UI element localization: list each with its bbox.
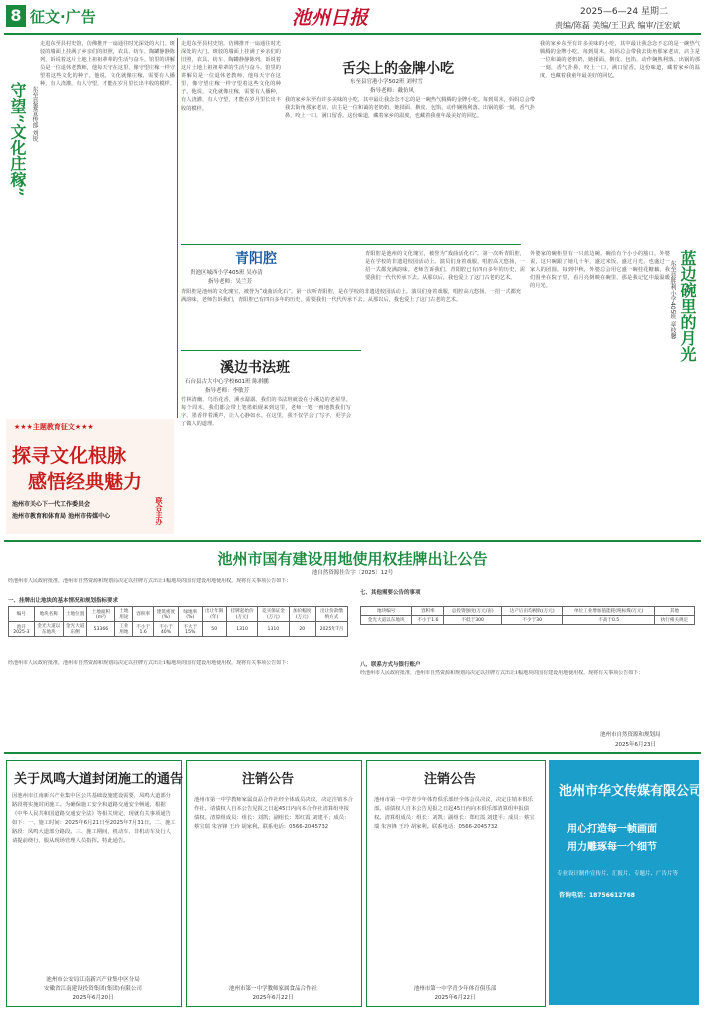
company-slogan-1: 用心打造每一帧画面 [567, 824, 657, 835]
land-table-header-cell: 土地面积(m²) [87, 607, 115, 622]
planning-table-cell: 执行相关规定 [654, 616, 694, 625]
announcement-number: 池自然资源挂告字〔2025〕12号 [311, 570, 394, 576]
land-table-header-cell: 建筑密度(%) [153, 607, 178, 622]
staff-credits: 责编/陈磊 美编/王卫武 编审/汪宏斌 [555, 21, 681, 30]
land-table-cell: 工业用地 [115, 622, 133, 637]
land-table-header-cell: 土地用途 [115, 607, 133, 622]
notice-cancel-2-issuer: 池州市第一中学青少年体育俱乐部 [413, 986, 497, 992]
ad-organizer-2: 池州市教育和体育局 池州市传媒中心 [12, 513, 111, 520]
land-table-cell: 20 [289, 622, 315, 637]
page-header [0, 0, 705, 34]
land-table-header-cell: 竞买保证金(万元) [258, 607, 289, 622]
notice-cancel-2-body: 池州市第一中学青少年体育俱乐部经全体会员决议，决定注销本俱乐部。请债权人自本公告见报之日起45日内向本俱乐部清算组申报债权。清算组成员：组长：刘凯；副组长：郑红霞 刘建平；成员：蔡宝瑞 朱容锋 王玲 胡家利。联系电话：0566-2045732 [374, 797, 535, 830]
article-title-shetou: 舌尖上的金牌小吃 [342, 61, 454, 77]
announcement-section-7: 七、其他需要公告的事项 [360, 590, 421, 596]
newspaper-logo: 池州日报 [292, 7, 369, 29]
land-table-header-cell: 绿地率(%) [178, 607, 202, 622]
notice-cancel-1-body: 池州市第一中学教师家属食品合作社经全体成员决议，决定注销本合作社。请债权人自本公告见报之日起45日内向本合作社清算组申报债权。清算组成员：组长：刘凯；副组长：郑红霞 刘建平；成员：蔡宝瑞 朱容锋 王玲 胡家利。联系电话：0566-2045732 [194, 797, 353, 830]
company-name: 池州市华文传媒有限公司 [559, 784, 703, 799]
article-body-shouwang: 走进东至县村史馆，仿佛推开一扇通往时光深处的大门。斑驳的墙面上挂满了乡亲们的旧照，农具、纺车、陶罐静静陈列，诉说着这片土地上祖祖辈辈的生活与奋斗。馆里的讲解员是一位退休老教师，他每天守在这里，像守望庄稼一样守望着这些文化的种子。他说，文化就像庄稼，需要有人播种，有人浇灌，有人守望，才能在岁月里长出丰收的模样。 [40, 41, 175, 88]
article-title-shouwang: 守望“文化庄稼” [8, 82, 27, 197]
notice-cancel-1-issuer: 池州市第一中学教师家属食品合作社 [228, 986, 317, 992]
land-table-cell: 不小于1.6 [133, 622, 154, 637]
article-author-shetou: 东至县官港小学502班 刘村雪 [350, 79, 423, 85]
land-table-header-cell: 容积率 [133, 607, 154, 622]
article-author-qingyang: 贵池区城西小学405班 吴亦清 [190, 270, 263, 276]
land-table-cell: 1310 [258, 622, 289, 637]
planning-table-cell: 不小于1.6 [412, 616, 444, 625]
land-table-header-cell: 地块名称 [34, 607, 63, 622]
article-body-lanse: 外婆家的碗柜里有一只蓝边碗，碗沿有个小小的豁口。外婆说，这只碗跟了她几十年，盛过米饭，盛过月光，也盛过一家人的团圆。每到中秋，外婆总会用它盛一碗桂花糖藕，我们围坐在院子里，看月亮倒映在碗里，那是我记忆中最温暖的月光。 [530, 251, 670, 290]
planning-table-header-cell: 其他 [654, 607, 694, 616]
issue-date: 2025—6—24 星期二 [580, 7, 668, 17]
company-slogan-2: 用力雕琢每一个细节 [567, 842, 657, 853]
announcement-date: 2025年6月23日 [615, 742, 656, 748]
land-table-header-cell: 出让年限(年) [202, 607, 226, 622]
section-divider [4, 540, 701, 542]
notice-road-body: 因池州市江南新兴产业集中区公共基础设施建设需要，凤鸣大道部分路段将实施封闭施工。为确保施工安全和道路交通安全畅通，根据《中华人民共和国道路交通安全法》等相关规定，现就有关事项通告如下：一、施工时间：2025年6月21日至2025年7月31日。二、施工路段：凤鸣大道部分路段。三、施工期间，机动车、非机动车及行人请提前绕行，服从现场管理人员指挥。特此通告。 [12, 793, 176, 844]
article-author-lanse: 东至县胜利小学405班 章枝馨 [669, 260, 676, 340]
page-number: 8 [6, 5, 26, 27]
land-table-cell: 2025年7月 [315, 622, 347, 637]
article-title-lanse: 蓝边碗里的月光 [678, 250, 697, 362]
announcement-body: 经池州市人民政府批准，池州市自然资源和规划局决定以挂牌方式出让1幅地块的国有建设用地使用权。现将有关事项公告如下： [8, 660, 292, 666]
article-teacher-shetou: 指导老师：戴仿风 [370, 88, 415, 94]
land-table-cell: 1310 [226, 622, 257, 637]
notice-cancel-1-date: 2025年6月22日 [252, 995, 294, 1001]
ad-seal: 联合主办 [155, 497, 163, 525]
planning-table-header-cell: 总投资强度(万元/亩) [444, 607, 502, 616]
ad-slogan-2: 感悟经典魅力 [28, 471, 143, 493]
notice-road-date: 2025年6月20日 [72, 995, 114, 1001]
article-body-qingyang-cont: 青阳腔是池州的文化瑰宝，被誉为“戏曲活化石”。第一次听青阳腔，是在学校的非遗进校园活动上。演员们身着戏服，唱腔高亢悠扬，一招一式都充满韵味。老师告诉我们，青阳腔已有四百多年的历史，需要我们一代代传承下去。从那以后，我也爱上了这门古老的艺术。 [365, 251, 525, 282]
notice-cancel-2-date: 2025年6月22日 [434, 995, 476, 1001]
essay-contest-ad [6, 419, 174, 534]
land-table-header-cell: 出让价款缴纳方式 [315, 607, 347, 622]
article-title-xibian: 溪边书法班 [220, 360, 290, 376]
land-table-cell: 不小于40% [153, 622, 178, 637]
planning-table-cell: 不少于30 [502, 616, 563, 625]
land-table-cell: 不大于15% [178, 622, 202, 637]
header-rule [4, 33, 701, 35]
planning-table-cell: 不低于300 [444, 616, 502, 625]
notice-cancel-2-title: 注销公告 [424, 772, 477, 787]
announcement-contact: 八、联系方式与银行账户 [360, 662, 421, 668]
article-author-xibian: 石台县古大中心学校601班 陈祺鹏 [185, 379, 269, 385]
page-section-name: 征文·广告 [30, 8, 96, 26]
section-divider [181, 244, 521, 245]
announcement-title: 池州市国有建设用地使用权挂牌出让公告 [217, 550, 488, 568]
land-table-header-cell: 编号 [9, 607, 35, 622]
company-phone: 咨询电话：18756612768 [559, 892, 635, 899]
land-table-cell: 53366 [87, 622, 115, 637]
ad-tagline: ★★★主题教育征文★★★ [14, 423, 94, 431]
planning-table-cell: 金光大道以东地块 [361, 616, 412, 625]
announcement-intro: 经池州市人民政府批准，池州市自然资源和规划局决定以挂牌方式出让1幅地块的国有建设用地使用权。现将有关事项公告如下： [8, 578, 292, 584]
land-table-cell: 池开2025-3 [9, 622, 35, 637]
announcement-body-right: 经池州市人民政府批准，池州市自然资源和规划局决定以挂牌方式出让1幅地块的国有建设用地使用权。现将有关事项公告如下： [360, 670, 644, 676]
article-title-qingyang: 青阳腔 [235, 251, 277, 267]
ad-slogan-1: 探寻文化根脉 [12, 445, 127, 467]
section-divider [4, 752, 701, 754]
land-table [8, 606, 348, 637]
planning-table-header-cell: 单位工业增加值能耗(吨标煤/万元) [563, 607, 655, 616]
land-table-header-cell: 土地位置 [63, 607, 87, 622]
land-table-header-cell: 加价幅度(万元) [289, 607, 315, 622]
announcement-issuer: 池州市自然资源和规划局 [600, 732, 661, 738]
article-body-shetou: 我的家乡东至有许多美味的小吃，其中最让我念念不忘的是一碗热气腾腾的金牌小吃。每到周末，妈妈总会带我去街角那家老店，店主是一位和蔼的老奶奶，她揉面、擀皮、包馅，动作娴熟利落。出锅的那一刻，香气扑鼻，咬上一口，满口留香。这份味道，藏着家乡的温度，也藏着我童年最美好的回忆。 [285, 97, 535, 120]
notice-road-issuer-2: 安徽省江南建设投资集团(集团)有限公司 [44, 986, 142, 992]
planning-table [360, 606, 695, 625]
planning-table-header-cell: 容积率 [412, 607, 444, 616]
notice-cancel-1-title: 注销公告 [242, 772, 295, 787]
article-body-xibian: 竹林清幽，鸟语花香，溪水潺潺。我们的书法班就设在小溪边的老屋里。每个周末，我们都会带上笔墨纸砚来到这里，老师一笔一画地教我们写字。墨香伴着溪声，让人心静如水。在这里，我不仅学会了写字，更学会了做人的道理。 [181, 397, 351, 428]
section-divider [181, 350, 361, 351]
land-table-cell: 50 [202, 622, 226, 637]
notice-road-title: 关于凤鸣大道封闭施工的通告 [14, 772, 184, 787]
land-table-header-cell: 挂牌起始价(万元) [226, 607, 257, 622]
column-divider [177, 38, 178, 418]
planning-table-header-cell: 达产后亩均税收(万元) [502, 607, 563, 616]
article-teacher-qingyang: 指导老师：吴兰芳 [208, 279, 253, 285]
land-table-cell: 金光大道东侧 [63, 622, 87, 637]
article-body-qingyang: 青阳腔是池州的文化瑰宝，被誉为“戏曲活化石”。第一次听青阳腔，是在学校的非遗进校园活动上。演员们身着戏服，唱腔高亢悠扬，一招一式都充满韵味。老师告诉我们，青阳腔已有四百多年的历史，需要我们一代代传承下去。从那以后，我也爱上了这门古老的艺术。 [181, 289, 521, 304]
company-ad [549, 760, 703, 1005]
article-teacher-xibian: 指导老师：李敏芳 [205, 388, 250, 394]
announcement-section-1: 一、挂牌出让地块的基本情况和规划指标要求 [8, 598, 119, 604]
notice-road-issuer: 池州市公安局江南新兴产业集中区分局 [46, 977, 140, 983]
company-services: 专业设计制作宣传片、汇报片、专题片、广告片等 [557, 871, 679, 877]
ad-organizer-1: 池州市关心下一代工作委员会 [12, 501, 91, 508]
land-table-cell: 金光大道以东地块 [34, 622, 63, 637]
article-author-shouwang: 东至县委宣传部 刘锐 [31, 86, 38, 142]
article-body-shouwang-cont: 走进东至县村史馆，仿佛推开一扇通往时光深处的大门。斑驳的墙面上挂满了乡亲们的旧照，农具、纺车、陶罐静静陈列，诉说着这片土地上祖祖辈辈的生活与奋斗。馆里的讲解员是一位退休老教师，他每天守在这里，像守望庄稼一样守望着这些文化的种子。他说，文化就像庄稼，需要有人播种，有人浇灌，有人守望，才能在岁月里长出丰收的模样。 [181, 41, 281, 112]
planning-table-header-cell: 地块编号 [361, 607, 412, 616]
article-body-shetou-cont: 我的家乡东至有许多美味的小吃，其中最让我念念不忘的是一碗热气腾腾的金牌小吃。每到周末，妈妈总会带我去街角那家老店，店主是一位和蔼的老奶奶，她揉面、擀皮、包馅，动作娴熟利落。出锅的那一刻，香气扑鼻，咬上一口，满口留香。这份味道，藏着家乡的温度，也藏着我童年最美好的回忆。 [540, 41, 700, 80]
planning-table-cell: 不高于0.5 [563, 616, 655, 625]
